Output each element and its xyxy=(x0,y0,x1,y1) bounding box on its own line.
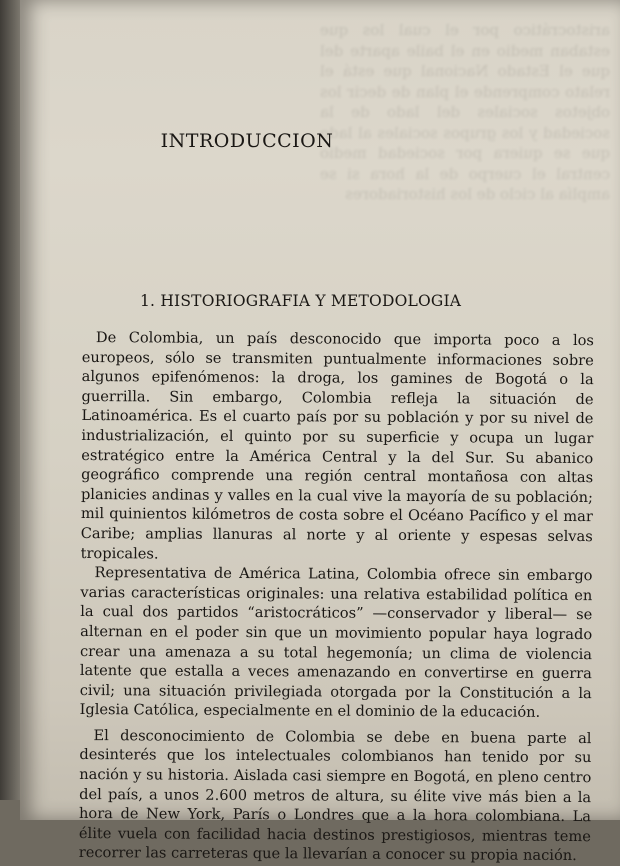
paragraph: De Colombia, un país desconocido que importa poco a los europeos, sólo se transmiten puntualmente informaciones sobre algunos epifenómenos: la droga, los gamines de Bogotá o la guerrilla. Sin embargo, Colombia refleja la situación de Latinoamérica. Es el cuarto país por su población y por su nivel de industrialización, el quinto por su superficie y ocupa un lugar estratégico entre la América Central y la del Sur. Su abanico geográfico comprende una región central montañosa con altas planicies andinas y valles en la cual vive la mayoría de su población; mil quinientos kilómetros de costa sobre el Océano Pacífico y el mar Caribe; amplias llanuras al norte y al oriente y espesas selvas tropicales. xyxy=(80,329,594,563)
chapter-title: INTRODUCCION xyxy=(160,130,334,152)
paragraph: El desconocimiento de Colombia se debe en buena parte al desinterés que los intelectuales colombianos han tenido por su nación y su historia. Aislada casi siempre en Bogotá, en pleno centro del país, a unos 2.600 metros de altura, su élite vive más bien a la hora de New York, París o Londres que a la hora colombiana. La élite vuela con facilidad hacia destinos prestigiosos, mientras teme recorrer las carreteras que la llevarían a conocer su propia nación. xyxy=(78,726,592,865)
book-page xyxy=(20,0,620,865)
paragraph: Representativa de América Latina, Colombia ofrece sin embargo varias características originales: una relativa estabilidad política en la cual dos partidos “aristocráticos” —conservador y liberal— se alternan en el poder sin que un movimiento popular haya logrado crear una amenaza a su total hegemonía; un clima de violencia latente que estalla a veces amenazando en convertirse en guerra civil; una situación privilegiada otorgada por la Constitución a la Iglesia Católica, especialmente en el dominio de la educación. xyxy=(79,564,593,722)
bleed-through-text: aristocrático por el cual los que estaban medio en el baile aparte del que el Estado Nacional que está el relato comprende el plan de decir los objetos sociales del lado de la sociedad y los grupos sociales al lado que se quiera por sociedad medio central el cuerpo de la hora si se amplía al ciclo de los historiadores xyxy=(320,21,610,203)
section-title: 1. HISTORIOGRAFIA Y METODOLOGIA xyxy=(140,292,462,310)
body-text xyxy=(79,328,594,866)
